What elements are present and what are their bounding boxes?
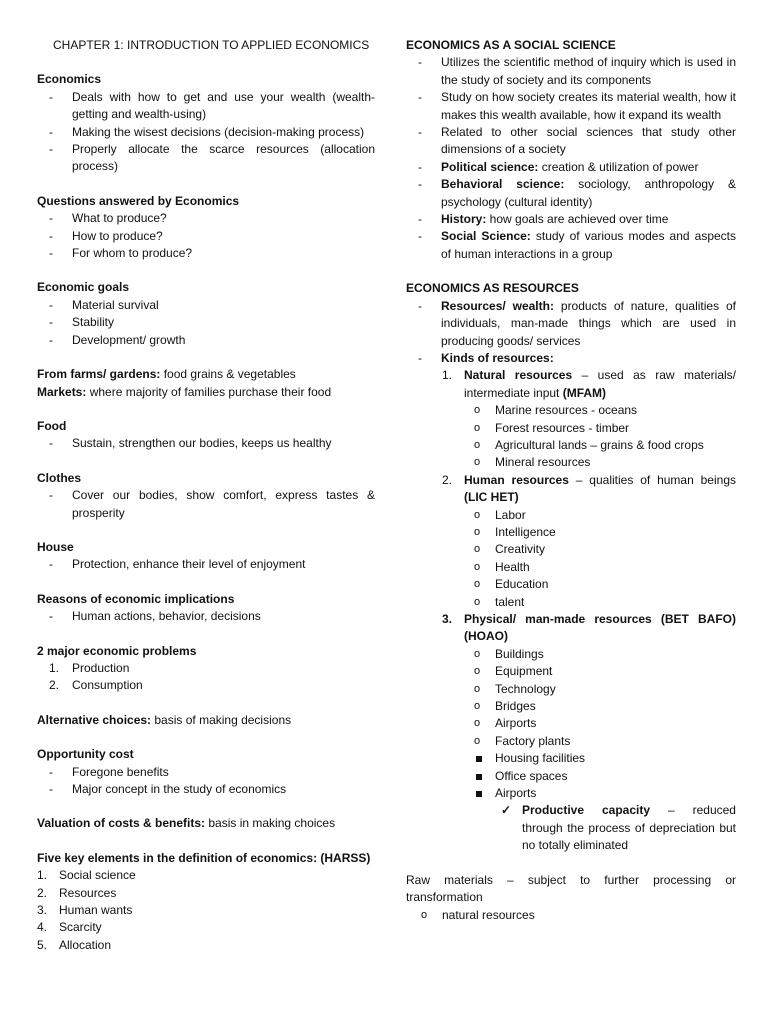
problems-heading: 2 major economic problems	[37, 643, 197, 658]
list-item: - Social Science: study of various modes and aspects of human interactions in a group	[418, 229, 737, 261]
list-item: o Bridges	[474, 699, 536, 714]
list-item: - Political science: creation & utilization of power	[418, 159, 699, 174]
section-farms-markets	[37, 366, 375, 401]
list-item: 2. Human resources – qualities of human beings (LIC HET)	[442, 472, 736, 505]
list-item: - History: how goals are achieved over time	[418, 212, 669, 227]
section-resources	[406, 280, 736, 854]
list-item: 1. Production	[49, 660, 130, 675]
goals-list	[37, 297, 375, 349]
left-column	[37, 37, 375, 971]
section-clothes	[37, 470, 375, 522]
list-item: 2. Consumption	[49, 678, 143, 693]
kinds-list	[406, 367, 736, 854]
reasons-heading: Reasons of economic implications	[37, 591, 235, 606]
list-item: Office spaces	[406, 768, 736, 785]
list-item: 1. Natural resources – used as raw materials/ intermediate input (MFAM)	[442, 368, 736, 400]
section-raw-materials	[406, 872, 736, 924]
list-item: - Study on how society creates its material wealth, how it makes this wealth available, how it expand its wealth	[418, 90, 736, 122]
section-economics	[37, 71, 375, 175]
list-item: - Major concept in the study of economics	[49, 782, 287, 796]
square-bullet-icon	[476, 756, 482, 762]
list-item: - Properly allocate the scarce resources (allocation process)	[49, 142, 375, 174]
list-item: - Resources/ wealth: products of nature, qualities of individuals, man-made things which are used in producing goods/ services	[418, 298, 736, 348]
questions-heading: Questions answered by Economics	[37, 193, 240, 208]
list-item: 5. Allocation	[37, 937, 112, 952]
section-food	[37, 418, 375, 453]
five-heading: Five key elements in the definition of economics: (HARSS)	[37, 850, 371, 865]
clothes-heading: Clothes	[37, 470, 82, 485]
section-reasons	[37, 591, 375, 626]
list-item: o Buildings	[474, 646, 544, 661]
opportunity-heading: Opportunity cost	[37, 747, 134, 762]
list-item: - Related to other social sciences that study other dimensions of a society	[418, 125, 736, 157]
economics-list	[37, 89, 375, 176]
list-item: - Deals with how to get and use your wealth (wealth-getting and wealth-using)	[49, 89, 375, 122]
list-item: o Education	[474, 577, 549, 592]
list-item: 2. Resources	[37, 885, 117, 900]
food-heading: Food	[37, 418, 67, 433]
list-item: 3. Physical/ man-made resources (BET BAFO) (HOAO)	[442, 612, 736, 644]
chapter-title-text: CHAPTER 1: INTRODUCTION TO APPLIED ECONOMICS	[53, 38, 370, 52]
list-item: o Airports	[474, 716, 537, 731]
section-five-elements	[37, 850, 375, 954]
section-problems	[37, 643, 375, 695]
raw-list	[406, 907, 736, 924]
list-item: o Mineral resources	[474, 455, 591, 470]
list-item: - Foregone benefits	[49, 764, 169, 779]
list-item: - Material survival	[49, 297, 159, 312]
resources-list	[406, 298, 736, 368]
list-item: ✓ Productive capacity – reduced through the process of depreciation but no totally eliminated	[501, 803, 736, 853]
section-alternative	[37, 712, 375, 729]
square-bullet-icon	[476, 774, 482, 780]
list-item: - Development/ growth	[49, 332, 186, 347]
list-item: o Forest resources - timber	[474, 420, 630, 435]
list-item: o Creativity	[474, 542, 546, 557]
social-list	[406, 54, 736, 263]
checkmark-icon: ✓	[501, 803, 512, 818]
list-item: - Sustain, strengthen our bodies, keeps us healthy	[49, 436, 332, 451]
farms-line: From farms/ gardens: food grains & vegetables	[37, 367, 296, 382]
list-item: - Human actions, behavior, decisions	[49, 609, 261, 624]
list-item: - Making the wisest decisions (decision-making process)	[49, 124, 365, 139]
right-column	[406, 37, 736, 941]
alternative-line: Alternative choices: basis of making decisions	[37, 712, 292, 727]
raw-line: Raw materials – subject to further processing or transformation	[406, 872, 736, 905]
list-item: 4. Scarcity	[37, 920, 102, 935]
list-item: - How to produce?	[49, 228, 163, 243]
five-list	[37, 867, 375, 954]
section-house	[37, 539, 375, 574]
list-item: - For whom to produce?	[49, 246, 193, 261]
food-list	[37, 435, 375, 452]
goals-heading: Economic goals	[37, 280, 130, 295]
list-item: - Utilizes the scientific method of inquiry which is used in the study of society and its components	[418, 55, 736, 87]
economics-heading: Economics	[37, 72, 102, 87]
list-item: o Marine resources - oceans	[474, 403, 638, 418]
list-item: Airports	[406, 785, 736, 802]
list-item: - Cover our bodies, show comfort, express tastes & prosperity	[49, 488, 375, 520]
list-item: o Technology	[474, 681, 556, 696]
house-heading: House	[37, 539, 74, 554]
list-item: - Protection, enhance their level of enjoyment	[49, 557, 306, 572]
questions-list	[37, 210, 375, 262]
list-item: o Health	[474, 559, 530, 574]
square-bullet-icon	[476, 791, 482, 797]
reasons-list	[37, 608, 375, 625]
list-item: o Agricultural lands – grains & food crops	[474, 437, 704, 452]
list-item: o talent	[474, 594, 525, 609]
list-item: o Labor	[474, 507, 526, 522]
chapter-title	[37, 37, 375, 54]
resources-heading: ECONOMICS AS RESOURCES	[406, 281, 579, 296]
markets-line: Markets: where majority of families purchase their food	[37, 384, 332, 399]
list-item: Housing facilities	[406, 750, 736, 767]
valuation-line: Valuation of costs & benefits: basis in making choices	[37, 816, 336, 831]
section-questions	[37, 193, 375, 263]
list-item: 1. Social science	[37, 868, 136, 883]
section-opportunity	[37, 746, 375, 798]
section-valuation	[37, 815, 375, 832]
list-item: - Behavioral science: sociology, anthropology & psychology (cultural identity)	[418, 177, 736, 209]
list-item: - Stability	[49, 315, 115, 330]
clothes-list	[37, 487, 375, 522]
list-item: o Equipment	[474, 664, 553, 679]
social-heading: ECONOMICS AS A SOCIAL SCIENCE	[406, 38, 616, 52]
list-item: o Factory plants	[474, 733, 571, 748]
list-item: - Kinds of resources:	[418, 350, 554, 365]
problems-list	[37, 660, 375, 695]
list-item: o natural resources	[421, 907, 535, 922]
list-item: 3. Human wants	[37, 903, 133, 918]
list-item: - What to produce?	[49, 211, 167, 226]
list-item: o Intelligence	[474, 524, 556, 539]
house-list	[37, 556, 375, 573]
section-goals	[37, 279, 375, 349]
section-social-science	[406, 37, 736, 263]
opportunity-list	[37, 764, 375, 799]
